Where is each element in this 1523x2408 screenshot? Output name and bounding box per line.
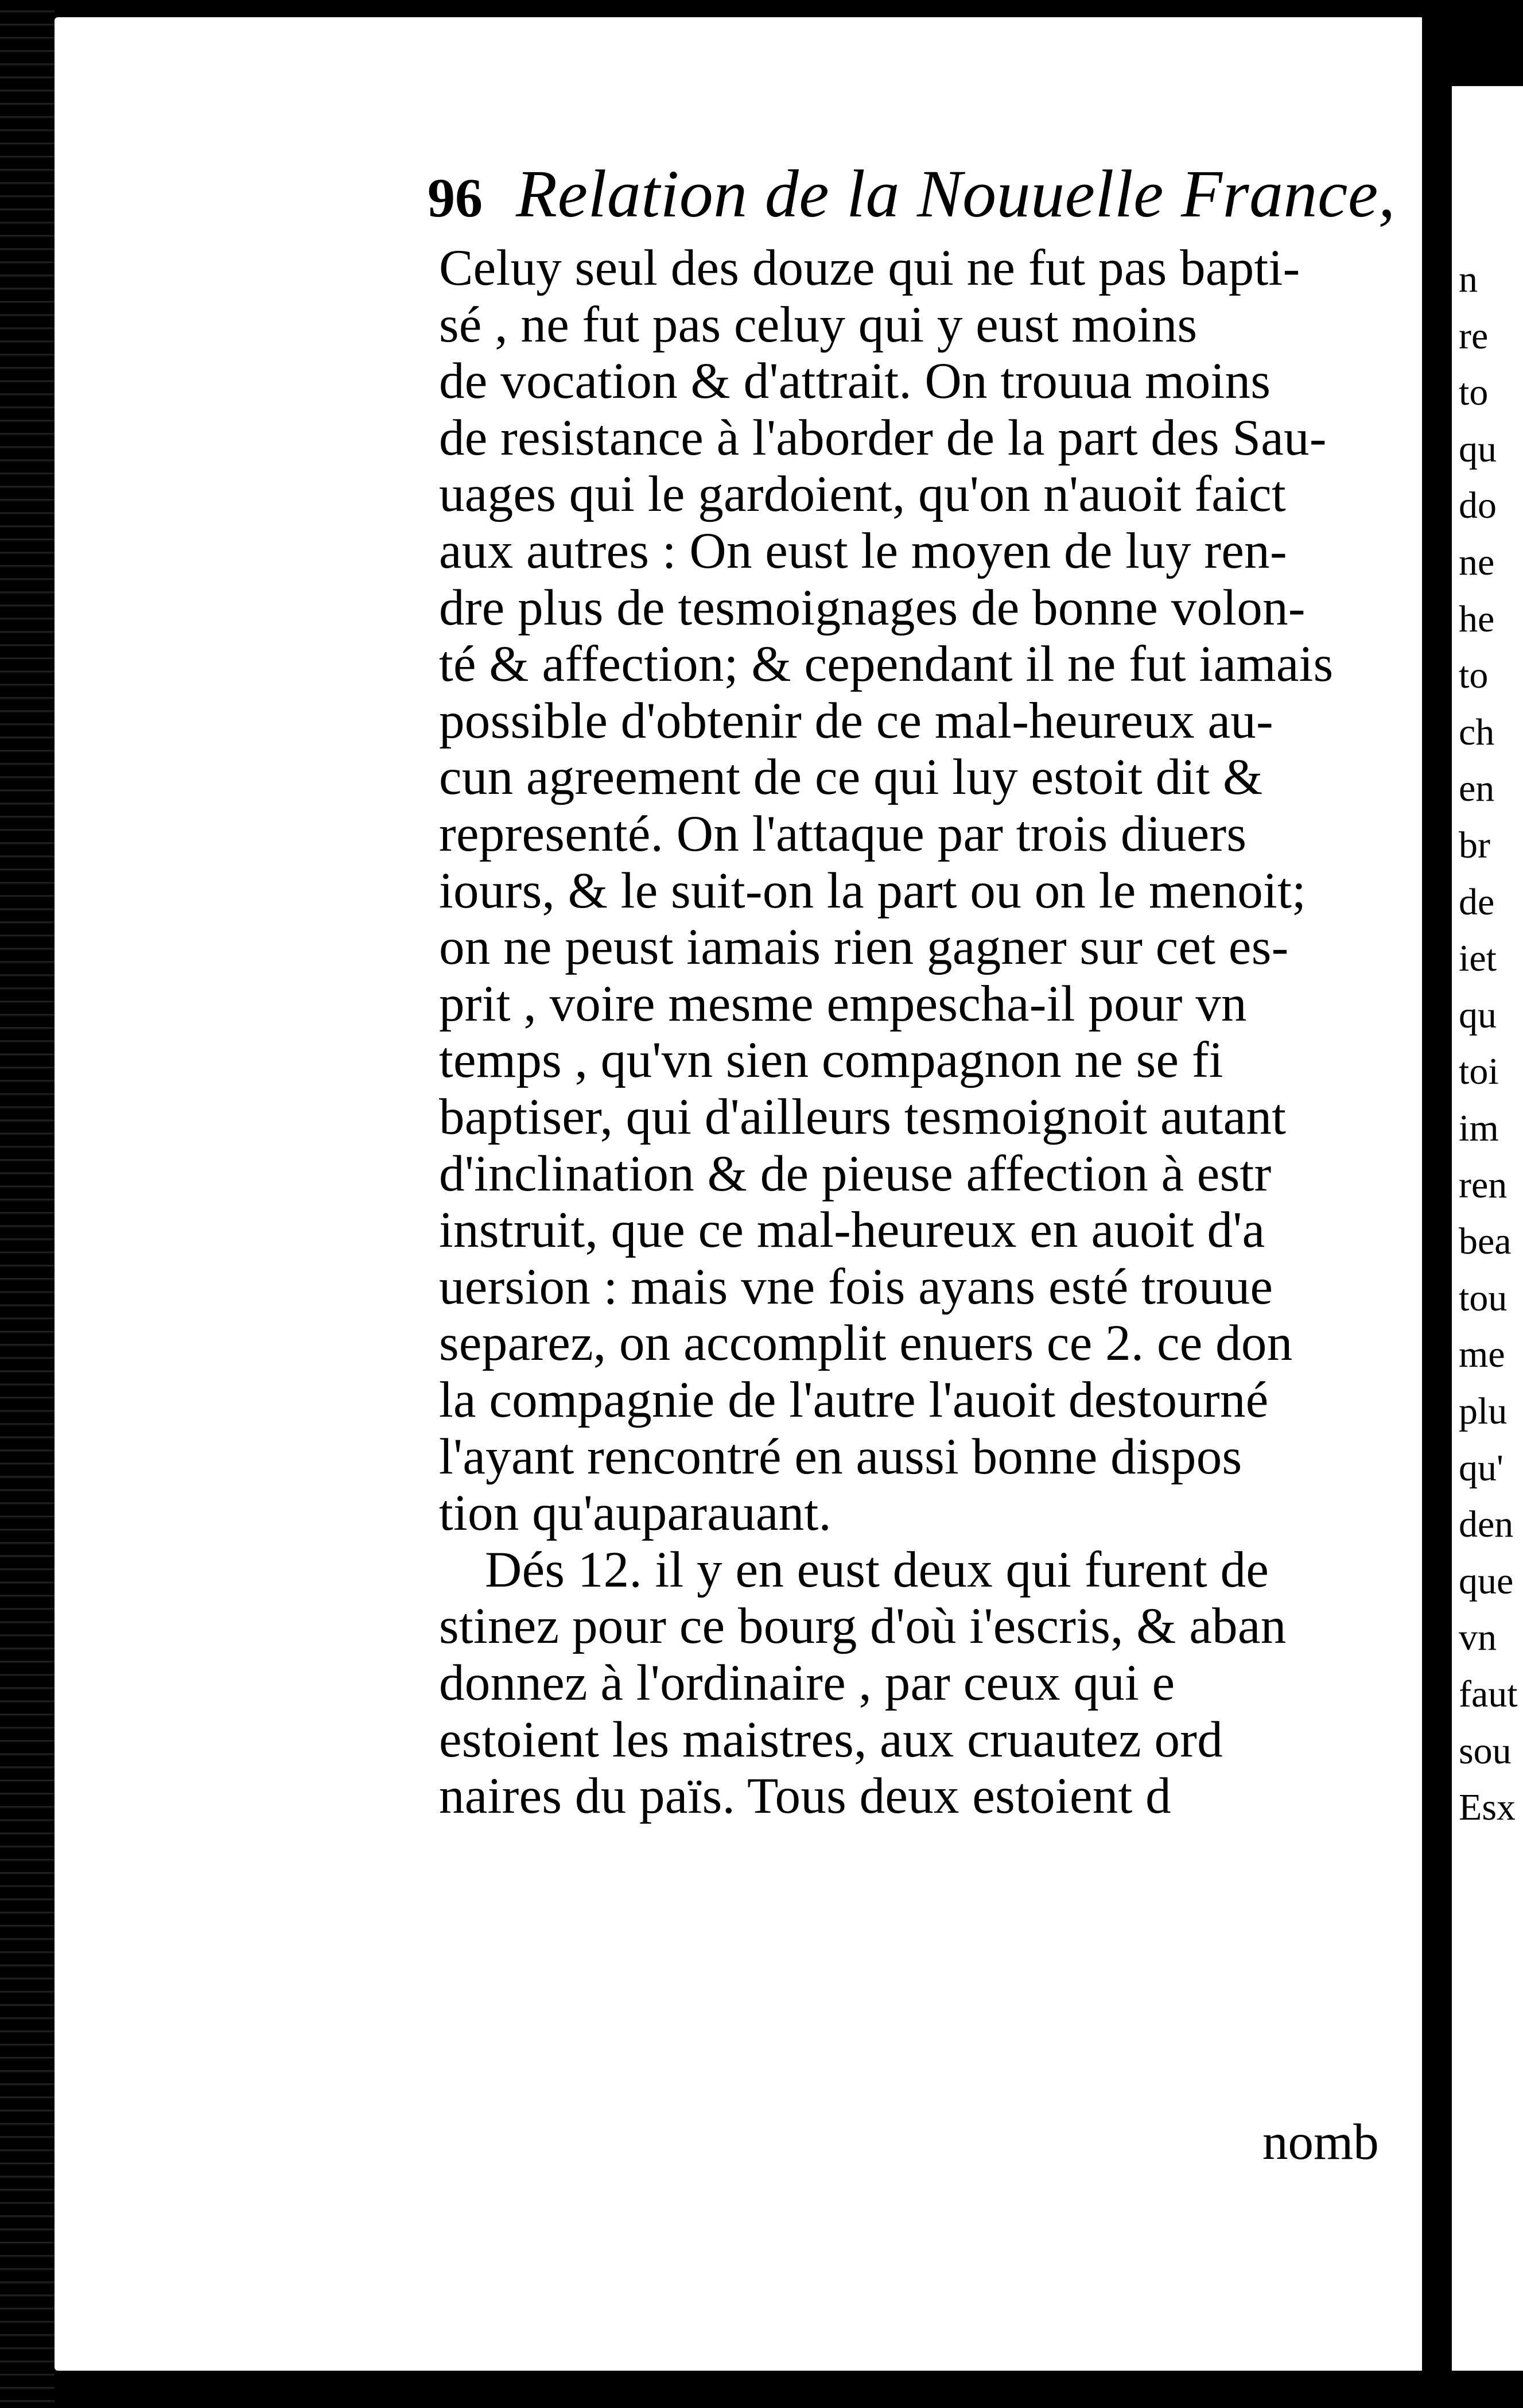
text-line: temps , qu'vn sien compagnon ne se fi: [439, 1032, 1223, 1089]
text-line: la compagnie de l'autre l'auoit destourné: [439, 1372, 1269, 1428]
text-line: uages qui le gardoient, qu'on n'auoit faict: [439, 466, 1286, 523]
text-line: separez, on accomplit enuers ce 2. ce don: [439, 1315, 1293, 1372]
text-line: Celuy seul des douze qui ne fut pas bapti-: [439, 240, 1300, 296]
text-line: aux autres : On eust le moyen de luy ren-: [439, 523, 1287, 579]
text-line: d'inclination & de pieuse affection à estr: [439, 1145, 1272, 1202]
text-line: sé , ne fut pas celuy qui y eust moins: [439, 296, 1198, 353]
text-line: estoient les maistres, aux cruautez ord: [439, 1711, 1223, 1768]
facing-page-fragment: de: [1459, 881, 1495, 923]
facing-page-fragment: que: [1459, 1560, 1514, 1602]
facing-page-fragment: br: [1459, 824, 1490, 866]
facing-page-fragment: sou: [1459, 1730, 1512, 1772]
facing-page-fragment: en: [1459, 767, 1495, 810]
facing-page-fragment: toi: [1459, 1050, 1499, 1093]
facing-page-fragment: he: [1459, 598, 1495, 640]
running-title: Relation de la Nouuelle France,: [516, 156, 1396, 231]
facing-page-fragment: re: [1459, 315, 1489, 357]
book-edge: [0, 0, 55, 2408]
facing-page: [1452, 86, 1523, 2371]
text-line: tion qu'auparauant.: [439, 1485, 832, 1542]
page-body: [55, 17, 1422, 2371]
facing-page-fragment: ne: [1459, 541, 1495, 583]
text-line: cun agreement de ce qui luy estoit dit &: [439, 749, 1263, 806]
facing-page-fragment: tou: [1459, 1277, 1508, 1319]
catchword: nomb: [1262, 2114, 1379, 2170]
facing-page-fragment: to: [1459, 654, 1489, 697]
facing-page-fragment: me: [1459, 1333, 1505, 1376]
text-line: de vocation & d'attrait. On trouua moins: [439, 353, 1271, 410]
facing-page-fragment: den: [1459, 1503, 1514, 1546]
facing-page-fragment: vn: [1459, 1616, 1497, 1659]
text-line: iours, & le suit-on la part ou on le menoit;: [439, 862, 1307, 919]
text-line: instruit, que ce mal-heureux en auoit d'a: [439, 1202, 1265, 1259]
facing-page-fragment: faut: [1459, 1673, 1518, 1715]
text-line: té & affection; & cependant il ne fut iamais: [439, 636, 1334, 693]
facing-page-fragment: qu': [1459, 1447, 1503, 1489]
facing-page-fragment: qu: [1459, 428, 1497, 470]
facing-page-fragment: im: [1459, 1107, 1499, 1149]
page-number: 96: [428, 167, 483, 228]
text-line: dre plus de tesmoignages de bonne volon-: [439, 579, 1306, 636]
facing-page-fragment: iet: [1459, 937, 1497, 980]
facing-page-fragment: bea: [1459, 1220, 1512, 1263]
facing-page-fragment: Esx: [1459, 1786, 1516, 1829]
text-line: naires du païs. Tous deux estoient d: [439, 1768, 1171, 1825]
text-line: de resistance à l'aborder de la part des Sau-: [439, 409, 1327, 466]
text-line: representé. On l'attaque par trois diuers: [439, 806, 1247, 862]
text-line: stinez pour ce bourg d'où i'escris, & aban: [439, 1598, 1287, 1655]
facing-page-fragment: plu: [1459, 1390, 1508, 1432]
text-line: possible d'obtenir de ce mal-heureux au-: [439, 692, 1273, 749]
text-line: prit , voire mesme empescha-il pour vn: [439, 975, 1247, 1032]
facing-page-fragment: ren: [1459, 1164, 1508, 1206]
text-line: l'ayant rencontré en aussi bonne dispos: [439, 1428, 1242, 1485]
text-line: uersion : mais vne fois ayans esté trouue: [439, 1258, 1273, 1315]
facing-page-fragment: qu: [1459, 994, 1497, 1036]
text-line: donnez à l'ordinaire , par ceux qui e: [439, 1655, 1175, 1711]
facing-page-fragment: n: [1459, 258, 1478, 300]
facing-page-fragment: to: [1459, 371, 1489, 414]
text-line: baptiser, qui d'ailleurs tesmoignoit autant: [439, 1089, 1287, 1145]
facing-page-fragment: do: [1459, 484, 1497, 527]
text-line: Dés 12. il y en eust deux qui furent de: [485, 1541, 1269, 1598]
text-line: on ne peust iamais rien gagner sur cet es-: [439, 919, 1289, 976]
book-gutter: [1422, 0, 1456, 2408]
facing-page-fragment: ch: [1459, 711, 1495, 753]
